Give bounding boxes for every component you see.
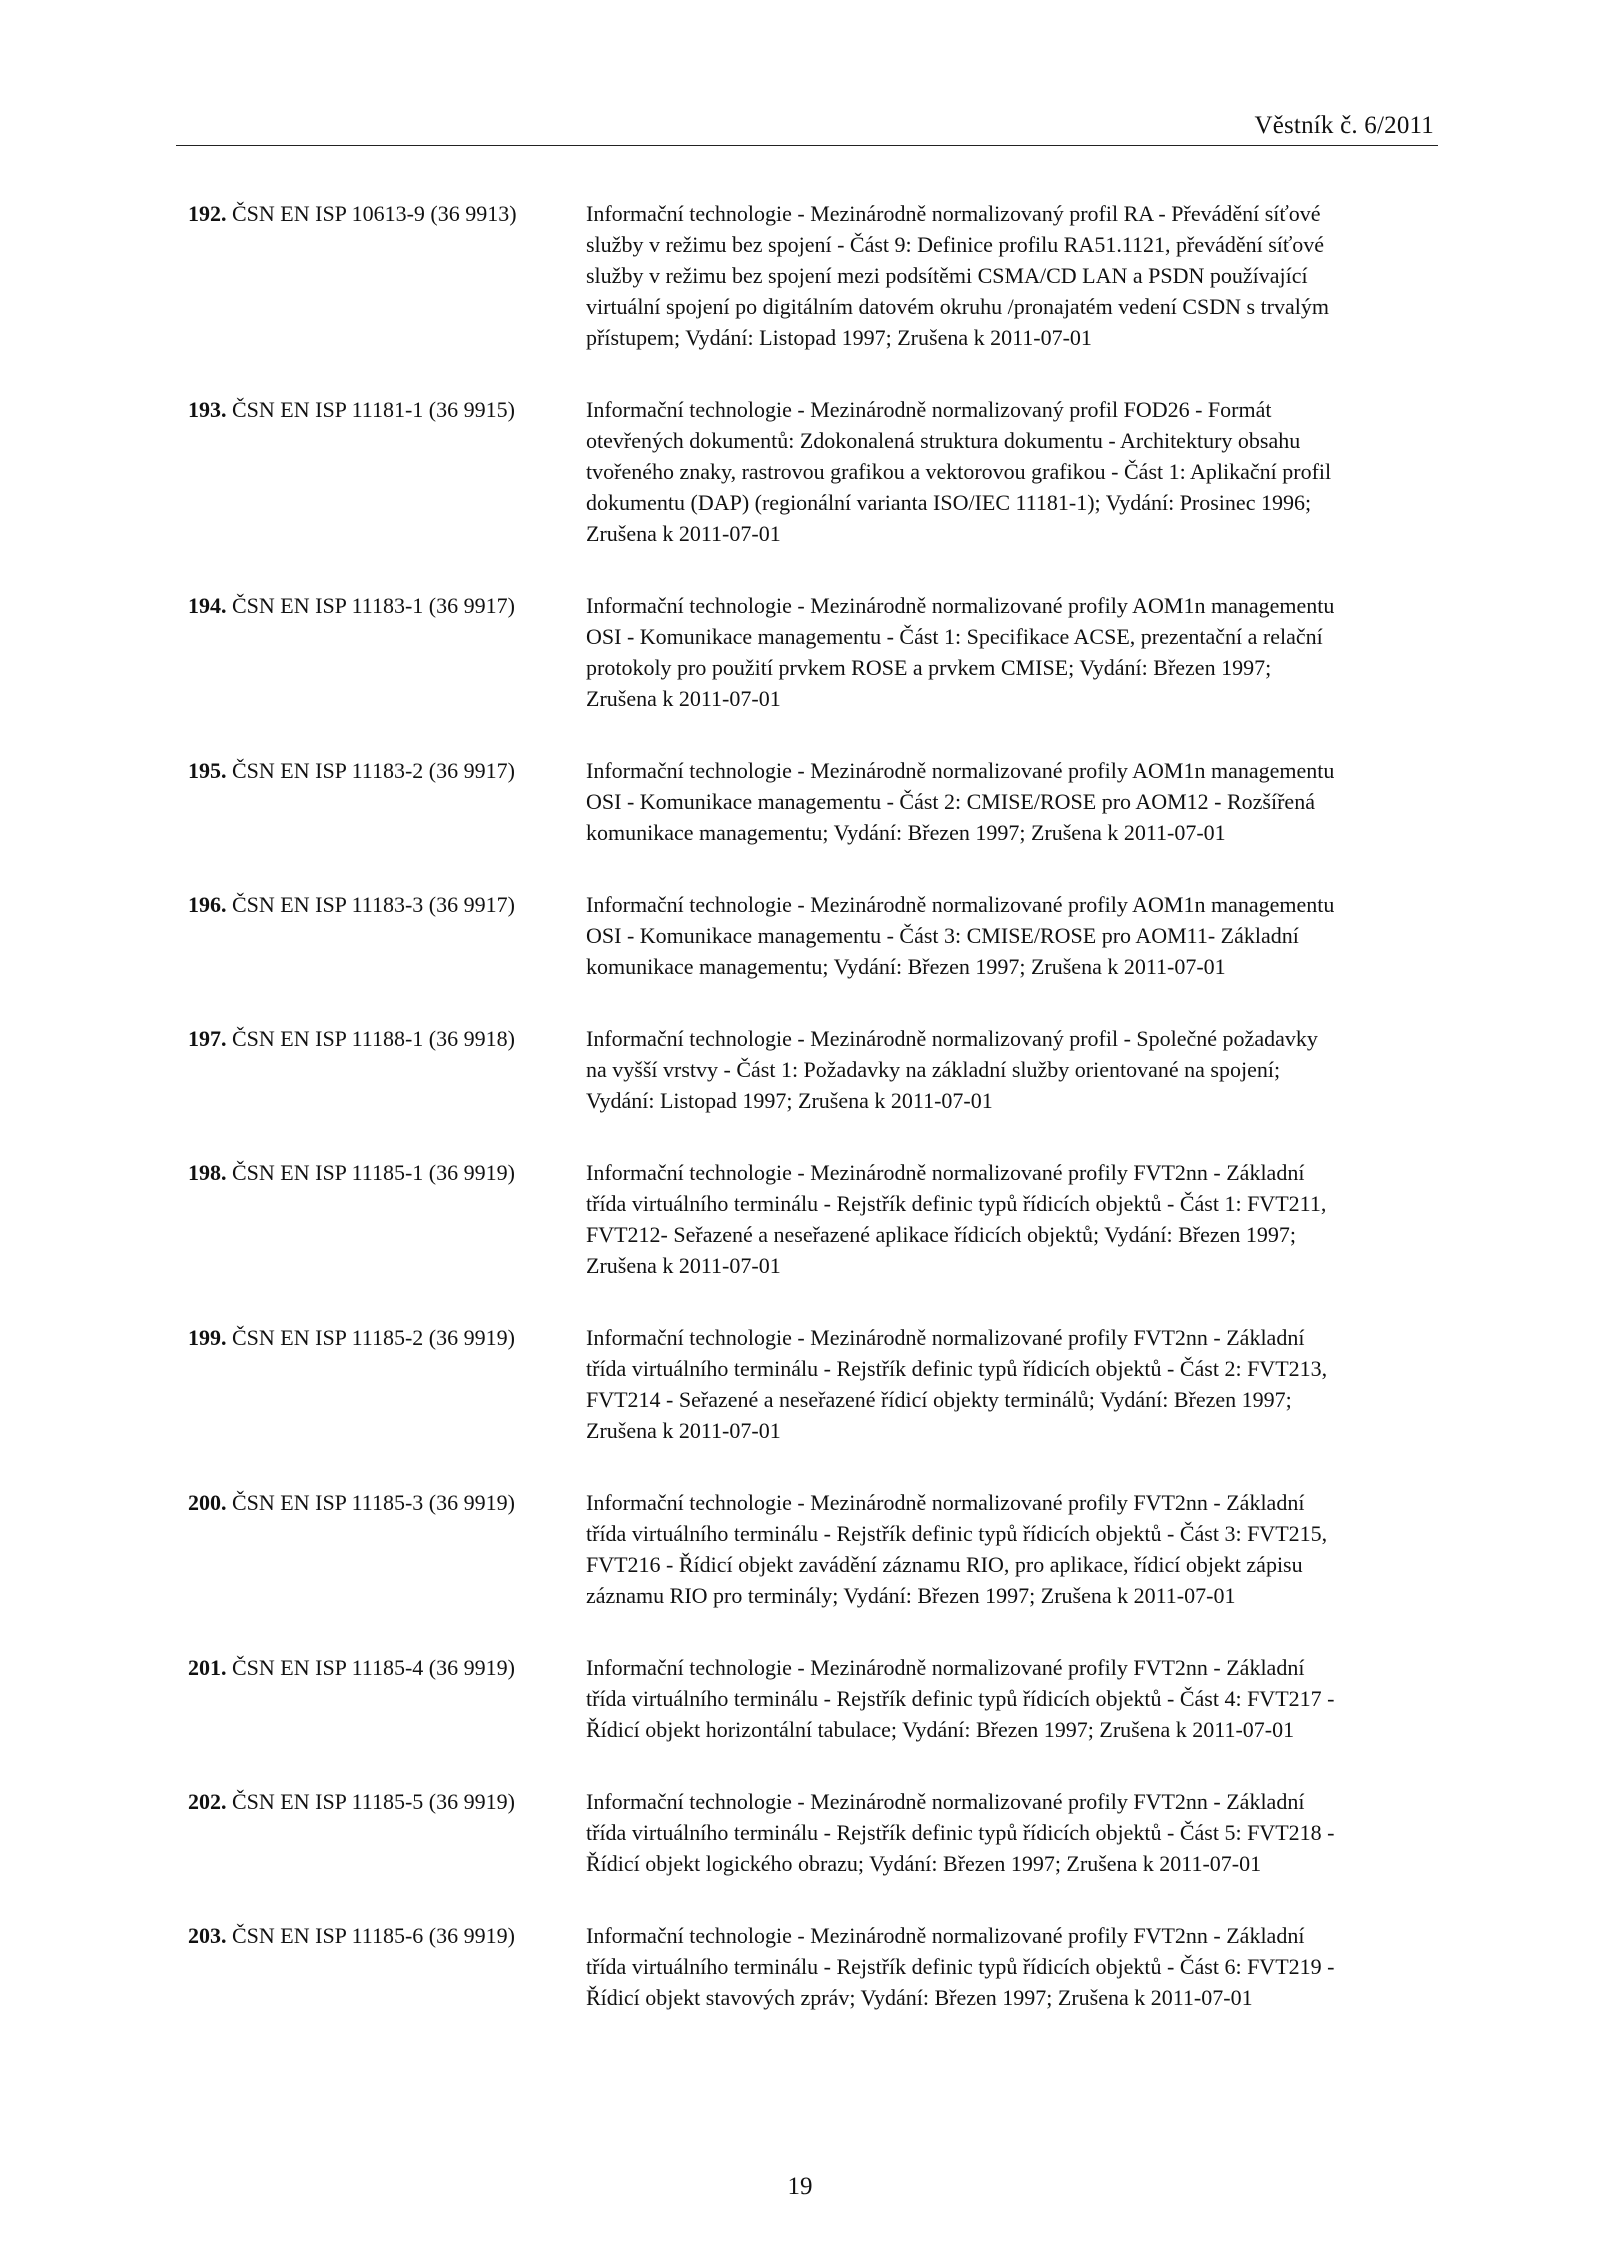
- description-line: Řídicí objekt stavových zpráv; Vydání: Březen 1997; Zrušena k 2011-07-01: [586, 1985, 1253, 2010]
- description-line: Informační technologie - Mezinárodně normalizované profily FVT2nn - Základní: [586, 1655, 1305, 1680]
- entry-identifier: [188, 1023, 586, 1054]
- standard-code: ČSN EN ISP 10613-9 (36 9913): [232, 201, 517, 226]
- list-item: [188, 1157, 1438, 1281]
- entry-identifier: [188, 1652, 586, 1683]
- description-line: Řídicí objekt horizontální tabulace; Vydání: Březen 1997; Zrušena k 2011-07-01: [586, 1717, 1295, 1742]
- description-line: Zrušena k 2011-07-01: [586, 686, 781, 711]
- standard-code: ČSN EN ISP 11181-1 (36 9915): [232, 397, 515, 422]
- entry-identifier: [188, 1157, 586, 1188]
- description-line: OSI - Komunikace managementu - Část 2: CMISE/ROSE pro AOM12 - Rozšířená: [586, 789, 1315, 814]
- description-line: Zrušena k 2011-07-01: [586, 521, 781, 546]
- entry-number: 202.: [188, 1789, 227, 1814]
- entry-number: 200.: [188, 1490, 227, 1515]
- description-line: Informační technologie - Mezinárodně normalizované profily FVT2nn - Základní: [586, 1160, 1305, 1185]
- entry-description: [586, 1322, 1426, 1446]
- description-line: služby v režimu bez spojení - Část 9: Definice profilu RA51.1121, převádění síťové: [586, 232, 1325, 257]
- entry-description: [586, 198, 1426, 353]
- list-item: [188, 590, 1438, 714]
- description-line: Zrušena k 2011-07-01: [586, 1418, 781, 1443]
- entry-description: [586, 1487, 1426, 1611]
- description-line: přístupem; Vydání: Listopad 1997; Zrušena k 2011-07-01: [586, 325, 1092, 350]
- standard-code: ČSN EN ISP 11185-4 (36 9919): [232, 1655, 515, 1680]
- entry-number: 192.: [188, 201, 227, 226]
- description-line: třída virtuálního terminálu - Rejstřík definic typů řídicích objektů - Část 2: FVT213,: [586, 1356, 1328, 1381]
- description-line: třída virtuálního terminálu - Rejstřík definic typů řídicích objektů - Část 1: FVT211,: [586, 1191, 1327, 1216]
- entry-number: 196.: [188, 892, 227, 917]
- list-item: [188, 1487, 1438, 1611]
- description-line: tvořeného znaky, rastrovou grafikou a vektorovou grafikou - Část 1: Aplikační profil: [586, 459, 1332, 484]
- description-line: komunikace managementu; Vydání: Březen 1997; Zrušena k 2011-07-01: [586, 954, 1226, 979]
- entry-description: [586, 1786, 1426, 1879]
- list-item: [188, 1023, 1438, 1116]
- entry-description: [586, 1157, 1426, 1281]
- standard-code: ČSN EN ISP 11183-3 (36 9917): [232, 892, 515, 917]
- entry-identifier: [188, 889, 586, 920]
- list-item: [188, 1652, 1438, 1745]
- journal-title: Věstník č. 6/2011: [1254, 112, 1434, 139]
- description-line: Informační technologie - Mezinárodně normalizované profily AOM1n managementu: [586, 593, 1335, 618]
- description-line: Informační technologie - Mezinárodně normalizované profily AOM1n managementu: [586, 892, 1335, 917]
- entry-description: [586, 755, 1426, 848]
- description-line: Informační technologie - Mezinárodně normalizované profily FVT2nn - Základní: [586, 1325, 1305, 1350]
- description-line: otevřených dokumentů: Zdokonalená struktura dokumentu - Architektury obsahu: [586, 428, 1301, 453]
- entry-description: [586, 590, 1426, 714]
- description-line: záznamu RIO pro terminály; Vydání: Březen 1997; Zrušena k 2011-07-01: [586, 1583, 1236, 1608]
- list-item: [188, 1786, 1438, 1879]
- entry-number: 193.: [188, 397, 227, 422]
- entry-identifier: [188, 1487, 586, 1518]
- entry-description: [586, 1652, 1426, 1745]
- list-item: [188, 889, 1438, 982]
- entry-description: [586, 889, 1426, 982]
- standard-code: ČSN EN ISP 11185-3 (36 9919): [232, 1490, 515, 1515]
- description-line: OSI - Komunikace managementu - Část 1: Specifikace ACSE, prezentační a relační: [586, 624, 1323, 649]
- description-line: Informační technologie - Mezinárodně normalizované profily FVT2nn - Základní: [586, 1923, 1305, 1948]
- entry-number: 203.: [188, 1923, 227, 1948]
- description-line: Informační technologie - Mezinárodně normalizované profily AOM1n managementu: [586, 758, 1335, 783]
- description-line: třída virtuálního terminálu - Rejstřík definic typů řídicích objektů - Část 3: FVT215,: [586, 1521, 1328, 1546]
- description-line: virtuální spojení po digitálním datovém okruhu /pronajatém vedení CSDN s trvalým: [586, 294, 1329, 319]
- standard-code: ČSN EN ISP 11185-2 (36 9919): [232, 1325, 515, 1350]
- entry-identifier: [188, 755, 586, 786]
- list-item: [188, 1322, 1438, 1446]
- description-line: Informační technologie - Mezinárodně normalizovaný profil FOD26 - Formát: [586, 397, 1272, 422]
- standard-code: ČSN EN ISP 11188-1 (36 9918): [232, 1026, 515, 1051]
- entry-identifier: [188, 1920, 586, 1951]
- standard-code: ČSN EN ISP 11185-1 (36 9919): [232, 1160, 515, 1185]
- description-line: Informační technologie - Mezinárodně normalizované profily FVT2nn - Základní: [586, 1789, 1305, 1814]
- list-item: [188, 198, 1438, 353]
- standard-code: ČSN EN ISP 11185-6 (36 9919): [232, 1923, 515, 1948]
- description-line: třída virtuálního terminálu - Rejstřík definic typů řídicích objektů - Část 5: FVT218 -: [586, 1820, 1335, 1845]
- list-item: [188, 755, 1438, 848]
- description-line: Informační technologie - Mezinárodně normalizovaný profil RA - Převádění síťové: [586, 201, 1321, 226]
- standard-code: ČSN EN ISP 11183-2 (36 9917): [232, 758, 515, 783]
- description-line: Řídicí objekt logického obrazu; Vydání: Březen 1997; Zrušena k 2011-07-01: [586, 1851, 1262, 1876]
- description-line: služby v režimu bez spojení mezi podsítěmi CSMA/CD LAN a PSDN používající: [586, 263, 1308, 288]
- page-number: 19: [787, 2173, 813, 2200]
- list-item: [188, 394, 1438, 549]
- description-line: protokoly pro použití prvkem ROSE a prvkem CMISE; Vydání: Březen 1997;: [586, 655, 1272, 680]
- entry-identifier: [188, 1786, 586, 1817]
- page-header: [176, 110, 1438, 146]
- entry-description: [586, 1920, 1426, 2013]
- entry-identifier: [188, 590, 586, 621]
- description-line: třída virtuálního terminálu - Rejstřík definic typů řídicích objektů - Část 6: FVT219 -: [586, 1954, 1335, 1979]
- description-line: FVT214 - Seřazené a neseřazené řídicí objekty terminálů; Vydání: Březen 1997;: [586, 1387, 1292, 1412]
- entry-identifier: [188, 198, 586, 229]
- standard-code: ČSN EN ISP 11183-1 (36 9917): [232, 593, 515, 618]
- entry-number: 201.: [188, 1655, 227, 1680]
- entry-number: 199.: [188, 1325, 227, 1350]
- description-line: dokumentu (DAP) (regionální varianta ISO/IEC 11181-1); Vydání: Prosinec 1996;: [586, 490, 1312, 515]
- description-line: Informační technologie - Mezinárodně normalizovaný profil - Společné požadavky: [586, 1026, 1318, 1051]
- description-line: komunikace managementu; Vydání: Březen 1997; Zrušena k 2011-07-01: [586, 820, 1226, 845]
- description-line: třída virtuálního terminálu - Rejstřík definic typů řídicích objektů - Část 4: FVT217 -: [586, 1686, 1335, 1711]
- list-item: [188, 1920, 1438, 2013]
- standard-code: ČSN EN ISP 11185-5 (36 9919): [232, 1789, 515, 1814]
- description-line: Zrušena k 2011-07-01: [586, 1253, 781, 1278]
- entry-identifier: [188, 394, 586, 425]
- standards-list: [188, 198, 1438, 2054]
- entry-description: [586, 394, 1426, 549]
- entry-number: 195.: [188, 758, 227, 783]
- description-line: OSI - Komunikace managementu - Část 3: CMISE/ROSE pro AOM11- Základní: [586, 923, 1299, 948]
- description-line: FVT216 - Řídicí objekt zavádění záznamu RIO, pro aplikace, řídicí objekt zápisu: [586, 1552, 1303, 1577]
- entry-number: 194.: [188, 593, 227, 618]
- description-line: FVT212- Seřazené a neseřazené aplikace řídicích objektů; Vydání: Březen 1997;: [586, 1222, 1297, 1247]
- description-line: Informační technologie - Mezinárodně normalizované profily FVT2nn - Základní: [586, 1490, 1305, 1515]
- entry-identifier: [188, 1322, 586, 1353]
- description-line: Vydání: Listopad 1997; Zrušena k 2011-07-01: [586, 1088, 993, 1113]
- description-line: na vyšší vrstvy - Část 1: Požadavky na základní služby orientované na spojení;: [586, 1057, 1281, 1082]
- entry-number: 198.: [188, 1160, 227, 1185]
- entry-number: 197.: [188, 1026, 227, 1051]
- entry-description: [586, 1023, 1426, 1116]
